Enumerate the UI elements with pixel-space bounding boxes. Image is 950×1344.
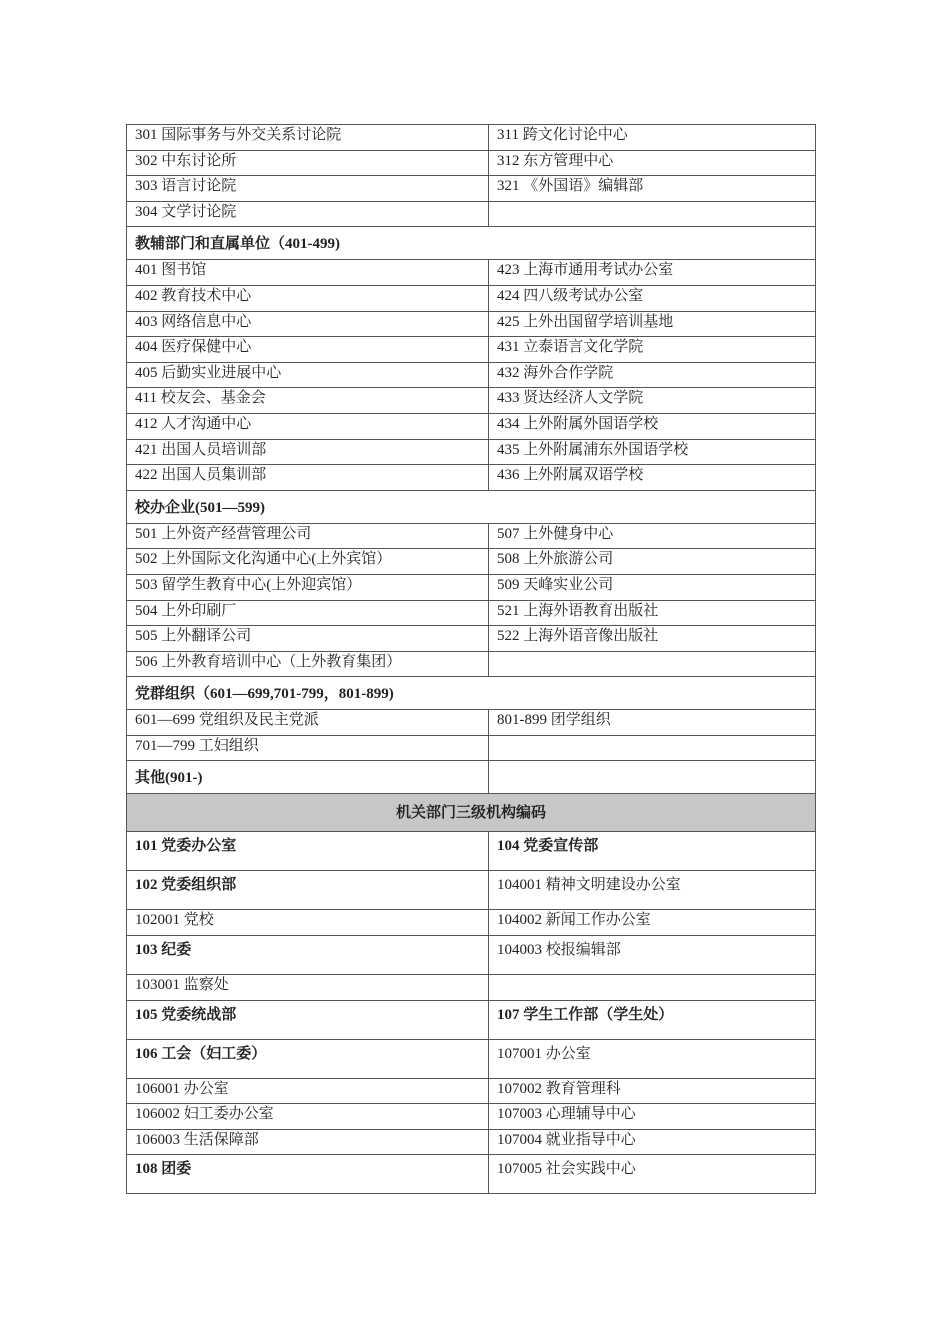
dept-cell-right: 107004 就业指导中心 <box>489 1129 816 1155</box>
table-row <box>127 413 816 439</box>
table-row <box>127 388 816 414</box>
dept-cell-right: 107005 社会实践中心 <box>489 1155 816 1194</box>
code-cell-right <box>489 201 816 227</box>
table-row <box>127 975 816 1001</box>
code-cell-left: 301 国际事务与外交关系讨论院 <box>127 125 489 151</box>
dept-cell-left: 108 团委 <box>127 1155 489 1194</box>
code-cell-left: 404 医疗保健中心 <box>127 337 489 363</box>
dept-cell-right: 107001 办公室 <box>489 1039 816 1078</box>
table-row <box>127 439 816 465</box>
code-cell-right: 423 上海市通用考试办公室 <box>489 260 816 286</box>
code-cell-right: 435 上外附属浦东外国语学校 <box>489 439 816 465</box>
code-cell-right: 801-899 团学组织 <box>489 710 816 736</box>
empty-cell <box>489 761 816 794</box>
code-cell-right: 432 海外合作学院 <box>489 362 816 388</box>
code-cell-right: 433 贤达经济人文学院 <box>489 388 816 414</box>
code-cell-right: 434 上外附属外国语学校 <box>489 413 816 439</box>
code-cell-left: 405 后勤实业进展中心 <box>127 362 489 388</box>
code-cell-left: 505 上外翻译公司 <box>127 626 489 652</box>
table-row <box>127 465 816 491</box>
code-cell-left: 701—799 工妇组织 <box>127 735 489 761</box>
code-cell-right: 425 上外出国留学培训基地 <box>489 311 816 337</box>
code-cell-left: 403 网络信息中心 <box>127 311 489 337</box>
code-cell-left: 303 语言讨论院 <box>127 176 489 202</box>
code-cell-left: 402 教育技术中心 <box>127 285 489 311</box>
code-cell-left: 503 留学生教育中心(上外迎宾馆） <box>127 574 489 600</box>
code-cell-left: 506 上外教育培训中心（上外教育集团） <box>127 651 489 677</box>
table-row <box>127 362 816 388</box>
dept-cell-right: 104002 新闻工作办公室 <box>489 910 816 936</box>
table-row <box>127 626 816 652</box>
code-cell-right: 507 上外健身中心 <box>489 523 816 549</box>
section-title: 教辅部门和直属单位（401-499) <box>127 227 816 260</box>
institution-code-table <box>126 124 816 1194</box>
code-cell-right: 508 上外旅游公司 <box>489 549 816 575</box>
code-cell-left: 502 上外国际文化沟通中心(上外宾馆） <box>127 549 489 575</box>
dept-cell-left: 106003 生活保障部 <box>127 1129 489 1155</box>
code-cell-left: 302 中东讨论所 <box>127 150 489 176</box>
dept-cell-left: 102 党委组织部 <box>127 871 489 910</box>
section-row-other <box>127 761 816 794</box>
table-row <box>127 1104 816 1130</box>
dept-cell-left: 103 纪委 <box>127 936 489 975</box>
dept-cell-left: 101 党委办公室 <box>127 832 489 871</box>
code-table-page <box>126 124 815 1194</box>
code-cell-right: 424 四八级考试办公室 <box>489 285 816 311</box>
dept-cell-right: 104003 校报编辑部 <box>489 936 816 975</box>
third-level-header-row <box>127 794 816 832</box>
code-cell-left: 504 上外印刷厂 <box>127 600 489 626</box>
table-row <box>127 936 816 975</box>
code-cell-left: 501 上外资产经营管理公司 <box>127 523 489 549</box>
code-cell-left: 412 人才沟通中心 <box>127 413 489 439</box>
dept-cell-right: 107003 心理辅导中心 <box>489 1104 816 1130</box>
code-cell-right <box>489 651 816 677</box>
section-row-school-enterprises <box>127 490 816 523</box>
dept-cell-right: 104001 精神文明建设办公室 <box>489 871 816 910</box>
table-row <box>127 1039 816 1078</box>
code-cell-right: 522 上海外语音像出版社 <box>489 626 816 652</box>
table-row <box>127 549 816 575</box>
table-row <box>127 337 816 363</box>
table-row <box>127 832 816 871</box>
table-row <box>127 523 816 549</box>
table-row <box>127 311 816 337</box>
table-row <box>127 651 816 677</box>
code-cell-left: 422 出国人员集训部 <box>127 465 489 491</box>
table-row <box>127 600 816 626</box>
dept-cell-right: 104 党委宣传部 <box>489 832 816 871</box>
dept-cell-left: 106002 妇工委办公室 <box>127 1104 489 1130</box>
code-cell-left: 411 校友会、基金会 <box>127 388 489 414</box>
code-cell-right: 321 《外国语》编辑部 <box>489 176 816 202</box>
third-level-header: 机关部门三级机构编码 <box>127 794 816 832</box>
code-cell-right: 521 上海外语教育出版社 <box>489 600 816 626</box>
table-row <box>127 1000 816 1039</box>
table-row <box>127 1155 816 1194</box>
table-row <box>127 574 816 600</box>
code-cell-right: 509 天峰实业公司 <box>489 574 816 600</box>
code-cell-right <box>489 735 816 761</box>
section-title: 党群组织（601—699,701-799，801-899) <box>127 677 816 710</box>
table-row <box>127 735 816 761</box>
dept-cell-left: 106001 办公室 <box>127 1078 489 1104</box>
table-row <box>127 260 816 286</box>
dept-cell-right: 107 学生工作部（学生处） <box>489 1000 816 1039</box>
code-cell-left: 601—699 党组织及民主党派 <box>127 710 489 736</box>
dept-cell-left: 105 党委统战部 <box>127 1000 489 1039</box>
dept-cell-left: 102001 党校 <box>127 910 489 936</box>
dept-cell-left: 106 工会（妇工委） <box>127 1039 489 1078</box>
dept-cell-left: 103001 监察处 <box>127 975 489 1001</box>
code-cell-right: 436 上外附属双语学校 <box>489 465 816 491</box>
code-cell-left: 304 文学讨论院 <box>127 201 489 227</box>
code-cell-right: 431 立泰语言文化学院 <box>489 337 816 363</box>
table-row <box>127 201 816 227</box>
table-row <box>127 285 816 311</box>
table-row <box>127 910 816 936</box>
dept-cell-right <box>489 975 816 1001</box>
code-cell-left: 401 图书馆 <box>127 260 489 286</box>
table-row <box>127 125 816 151</box>
code-cell-right: 312 东方管理中心 <box>489 150 816 176</box>
dept-cell-right: 107002 教育管理科 <box>489 1078 816 1104</box>
section-row-party-mass-orgs <box>127 677 816 710</box>
table-row <box>127 710 816 736</box>
section-row-teaching-support <box>127 227 816 260</box>
section-title: 其他(901-) <box>127 761 489 794</box>
table-row <box>127 1129 816 1155</box>
table-row <box>127 176 816 202</box>
table-row <box>127 150 816 176</box>
table-row <box>127 871 816 910</box>
code-cell-right: 311 跨文化讨论中心 <box>489 125 816 151</box>
section-title: 校办企业(501—599) <box>127 490 816 523</box>
code-cell-left: 421 出国人员培训部 <box>127 439 489 465</box>
table-row <box>127 1078 816 1104</box>
